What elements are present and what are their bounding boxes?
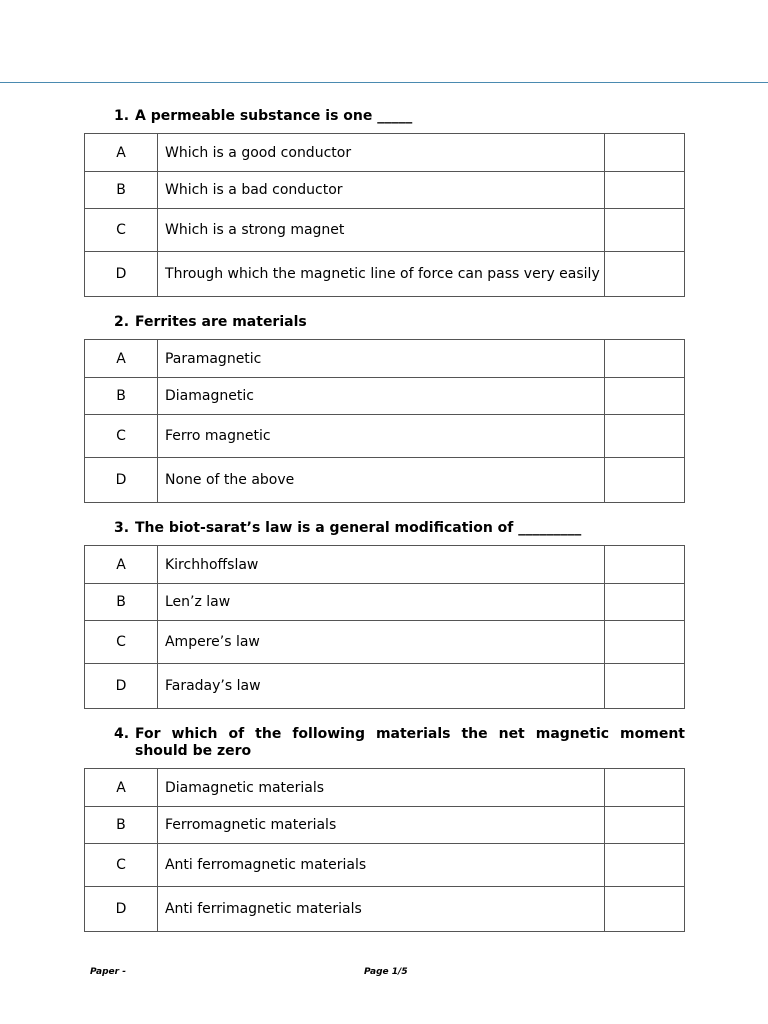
option-text: Faraday’s law — [157, 664, 604, 709]
option-row — [85, 584, 685, 621]
option-letter: D — [85, 458, 158, 503]
answer-cell[interactable] — [605, 415, 685, 458]
option-letter: D — [85, 664, 158, 709]
option-row — [85, 209, 685, 252]
option-letter: D — [85, 252, 158, 297]
answer-cell[interactable] — [605, 584, 685, 621]
option-row — [85, 378, 685, 415]
answer-cell[interactable] — [605, 807, 685, 844]
option-row — [85, 844, 685, 887]
option-letter: B — [85, 807, 158, 844]
option-letter: B — [85, 378, 158, 415]
question-prompt: The biot-sarat’s law is a general modification of _________ — [135, 520, 582, 536]
options-table — [84, 339, 685, 503]
question-4-text — [114, 726, 685, 760]
option-letter: D — [85, 887, 158, 932]
answer-cell[interactable] — [605, 546, 685, 584]
option-text: Ferromagnetic materials — [157, 807, 604, 844]
option-text: Anti ferromagnetic materials — [157, 844, 604, 887]
option-text: Through which the magnetic line of force can pass very easily — [158, 252, 605, 297]
footer-page-number: Page 1/5 — [364, 967, 408, 977]
option-row — [85, 807, 685, 844]
options-table — [84, 133, 685, 297]
answer-cell[interactable] — [605, 172, 685, 209]
option-text: Ferro magnetic — [157, 415, 604, 458]
option-letter: A — [85, 340, 158, 378]
option-row — [85, 340, 685, 378]
option-letter: C — [85, 844, 158, 887]
options-table — [84, 768, 685, 932]
option-text: Which is a good conductor — [158, 134, 605, 172]
answer-cell[interactable] — [605, 769, 685, 807]
answer-cell[interactable] — [605, 458, 685, 503]
question-2-text — [114, 314, 685, 331]
option-text: None of the above — [157, 458, 604, 503]
option-text: Which is a strong magnet — [158, 209, 605, 252]
answer-cell[interactable] — [605, 621, 685, 664]
question-3-text — [114, 520, 685, 537]
option-letter: A — [85, 134, 158, 172]
option-letter: C — [85, 209, 158, 252]
question-number: 3. — [114, 520, 130, 536]
option-row — [85, 887, 685, 932]
option-row — [85, 134, 685, 172]
question-3 — [84, 520, 685, 709]
answer-cell[interactable] — [605, 378, 685, 415]
option-row — [85, 769, 685, 807]
answer-cell[interactable] — [605, 340, 685, 378]
option-letter: C — [85, 621, 158, 664]
option-text: Anti ferrimagnetic materials — [157, 887, 604, 932]
answer-cell[interactable] — [605, 844, 685, 887]
question-4 — [84, 726, 685, 932]
option-letter: A — [85, 546, 158, 584]
answer-cell[interactable] — [605, 134, 685, 172]
question-prompt: A permeable substance is one _____ — [135, 108, 413, 124]
question-2 — [84, 314, 685, 503]
option-letter: B — [85, 172, 158, 209]
option-row — [85, 664, 685, 709]
answer-cell[interactable] — [605, 887, 685, 932]
footer-paper-label: Paper - — [90, 967, 126, 977]
question-prompt: For which of the following materials the net magnetic moment should be zero — [135, 726, 685, 759]
option-letter: A — [85, 769, 158, 807]
option-row — [85, 252, 685, 297]
question-1-text — [114, 108, 685, 125]
question-1 — [84, 108, 685, 297]
question-number: 2. — [114, 314, 130, 330]
header-divider — [0, 82, 768, 83]
options-table — [84, 545, 685, 709]
option-text: Diamagnetic materials — [157, 769, 604, 807]
option-text: Which is a bad conductor — [158, 172, 605, 209]
option-row — [85, 621, 685, 664]
option-text: Paramagnetic — [157, 340, 604, 378]
option-row — [85, 172, 685, 209]
option-letter: C — [85, 415, 158, 458]
option-text: Ampere’s law — [157, 621, 604, 664]
answer-cell[interactable] — [605, 209, 685, 252]
option-text: Len’z law — [157, 584, 604, 621]
answer-cell[interactable] — [605, 252, 685, 297]
option-row — [85, 458, 685, 503]
option-text: Diamagnetic — [157, 378, 604, 415]
option-row — [85, 415, 685, 458]
option-row — [85, 546, 685, 584]
option-letter: B — [85, 584, 158, 621]
option-text: Kirchhoffslaw — [157, 546, 604, 584]
question-number: 4. — [114, 726, 130, 742]
answer-cell[interactable] — [605, 664, 685, 709]
question-prompt: Ferrites are materials — [135, 314, 307, 330]
question-number: 1. — [114, 108, 130, 124]
